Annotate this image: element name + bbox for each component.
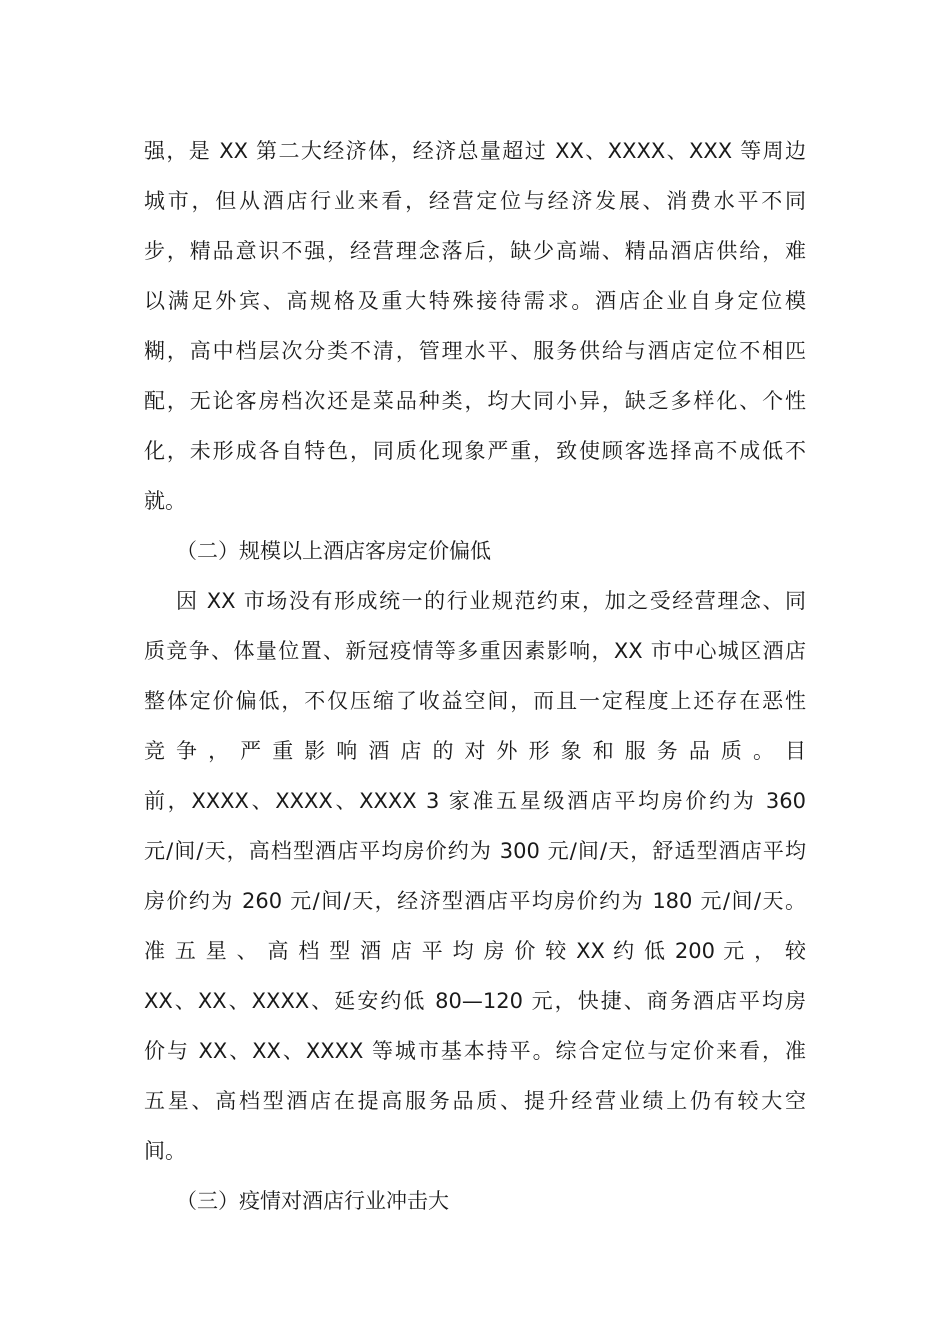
text-line: 城市，但从酒店行业来看，经营定位与经济发展、消费水平不同 [144, 189, 806, 213]
text-line: 化，未形成各自特色，同质化现象严重，致使顾客选择高不成低不 [144, 439, 806, 463]
text-line: 因 XX 市场没有形成统一的行业规范约束，加之受经营理念、同 [176, 589, 806, 613]
text-line: 五星、高档型酒店在提高服务品质、提升经营业绩上仍有较大空 [144, 1089, 806, 1113]
text-line: 准 五 星 、 高 档 型 酒 店 平 均 房 价 较 XX 约 低 200 元 ， 较 [144, 939, 806, 963]
text-line: 强，是 XX 第二大经济体，经济总量超过 XX、XXXX、XXX 等周边 [144, 139, 806, 163]
paragraph-room-pricing [144, 576, 806, 1176]
text-line: 元/间/天，高档型酒店平均房价约为 300 元/间/天，舒适型酒店平均 [144, 839, 806, 863]
text-line: 价与 XX、XX、XXXX 等城市基本持平。综合定位与定价来看，准 [144, 1039, 806, 1063]
text-line: 以满足外宾、高规格及重大特殊接待需求。酒店企业自身定位模 [144, 289, 806, 313]
section-heading-2: （二）规模以上酒店客房定价偏低 [176, 539, 491, 563]
paragraph-hotel-positioning [144, 126, 806, 526]
text-line: 间。 [144, 1139, 186, 1163]
section-heading-3: （三）疫情对酒店行业冲击大 [176, 1189, 449, 1213]
text-line: XX、XX、XXXX、延安约低 80—120 元，快捷、商务酒店平均房 [144, 989, 806, 1013]
text-line: 配，无论客房档次还是菜品种类，均大同小异，缺乏多样化、个性 [144, 389, 806, 413]
text-line: 前，XXXX、XXXX、XXXX 3 家准五星级酒店平均房价约为 360 [144, 789, 806, 813]
text-line: 房价约为 260 元/间/天，经济型酒店平均房价约为 180 元/间/天。 [144, 889, 806, 913]
text-line: 就。 [144, 489, 186, 513]
document-page [144, 126, 806, 1226]
text-line: 质竞争、体量位置、新冠疫情等多重因素影响，XX 市中心城区酒店 [144, 639, 806, 663]
text-line: 糊，高中档层次分类不清，管理水平、服务供给与酒店定位不相匹 [144, 339, 806, 363]
text-line: 步，精品意识不强，经营理念落后，缺少高端、精品酒店供给，难 [144, 239, 806, 263]
text-line: 整体定价偏低，不仅压缩了收益空间，而且一定程度上还存在恶性 [144, 689, 806, 713]
text-line: 竞 争 ， 严 重 影 响 酒 店 的 对 外 形 象 和 服 务 品 质 。 目 [144, 739, 806, 763]
